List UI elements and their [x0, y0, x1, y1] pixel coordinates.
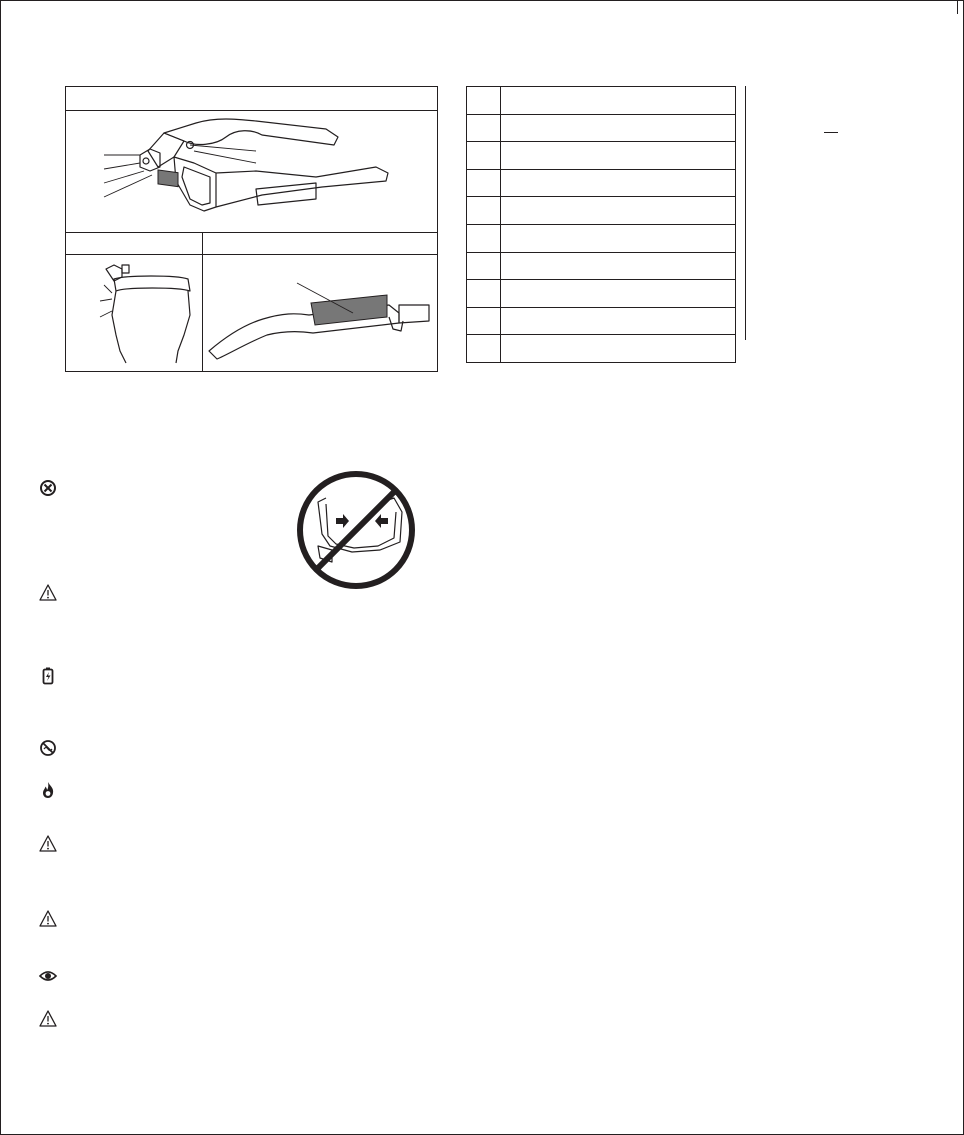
part-number — [467, 169, 501, 197]
table-row — [467, 142, 736, 170]
no-water-icon — [38, 738, 58, 758]
table-row — [467, 114, 736, 142]
part-label — [501, 224, 736, 252]
do-not-bend-illustration — [296, 470, 416, 590]
warning-triangle-icon — [38, 909, 58, 929]
table-row — [467, 197, 736, 225]
part-label — [501, 307, 736, 335]
table-row — [467, 169, 736, 197]
part-label — [501, 335, 736, 363]
side-column-rule — [745, 86, 746, 340]
part-number — [467, 252, 501, 280]
part-label — [501, 280, 736, 308]
prohibited-icon — [38, 478, 58, 498]
product-figure — [65, 86, 438, 372]
part-label — [501, 252, 736, 280]
parts-table — [466, 86, 736, 363]
part-number — [467, 224, 501, 252]
part-label — [501, 197, 736, 225]
part-number — [467, 335, 501, 363]
table-row — [467, 335, 736, 363]
part-label — [501, 169, 736, 197]
figure-title — [66, 87, 437, 111]
glasses-side-view-svg — [203, 255, 437, 371]
warning-triangle-icon — [38, 1009, 58, 1029]
table-row — [467, 307, 736, 335]
glasses-isometric-illustration — [66, 111, 437, 232]
part-number — [467, 114, 501, 142]
figure-sub-right-title — [203, 232, 437, 255]
part-number — [467, 197, 501, 225]
warning-triangle-icon — [38, 583, 58, 603]
table-row — [467, 280, 736, 308]
part-label — [501, 114, 736, 142]
figure-sub-left-title — [66, 232, 203, 255]
part-number — [467, 87, 501, 115]
flame-icon — [38, 780, 58, 800]
table-row — [467, 224, 736, 252]
part-number — [467, 307, 501, 335]
fold-mark — [957, 0, 958, 14]
glasses-side-view-illustration — [203, 255, 437, 371]
part-label — [501, 87, 736, 115]
glasses-top-view-illustration — [66, 255, 203, 371]
table-row — [467, 87, 736, 115]
glasses-isometric-svg — [66, 111, 437, 232]
side-column-dash — [824, 132, 838, 133]
eye-icon — [38, 966, 58, 986]
battery-charge-icon — [38, 666, 58, 686]
part-number — [467, 142, 501, 170]
glasses-top-view-svg — [66, 255, 202, 371]
part-label — [501, 142, 736, 170]
part-number — [467, 280, 501, 308]
table-row — [467, 252, 736, 280]
warning-triangle-icon — [38, 834, 58, 854]
